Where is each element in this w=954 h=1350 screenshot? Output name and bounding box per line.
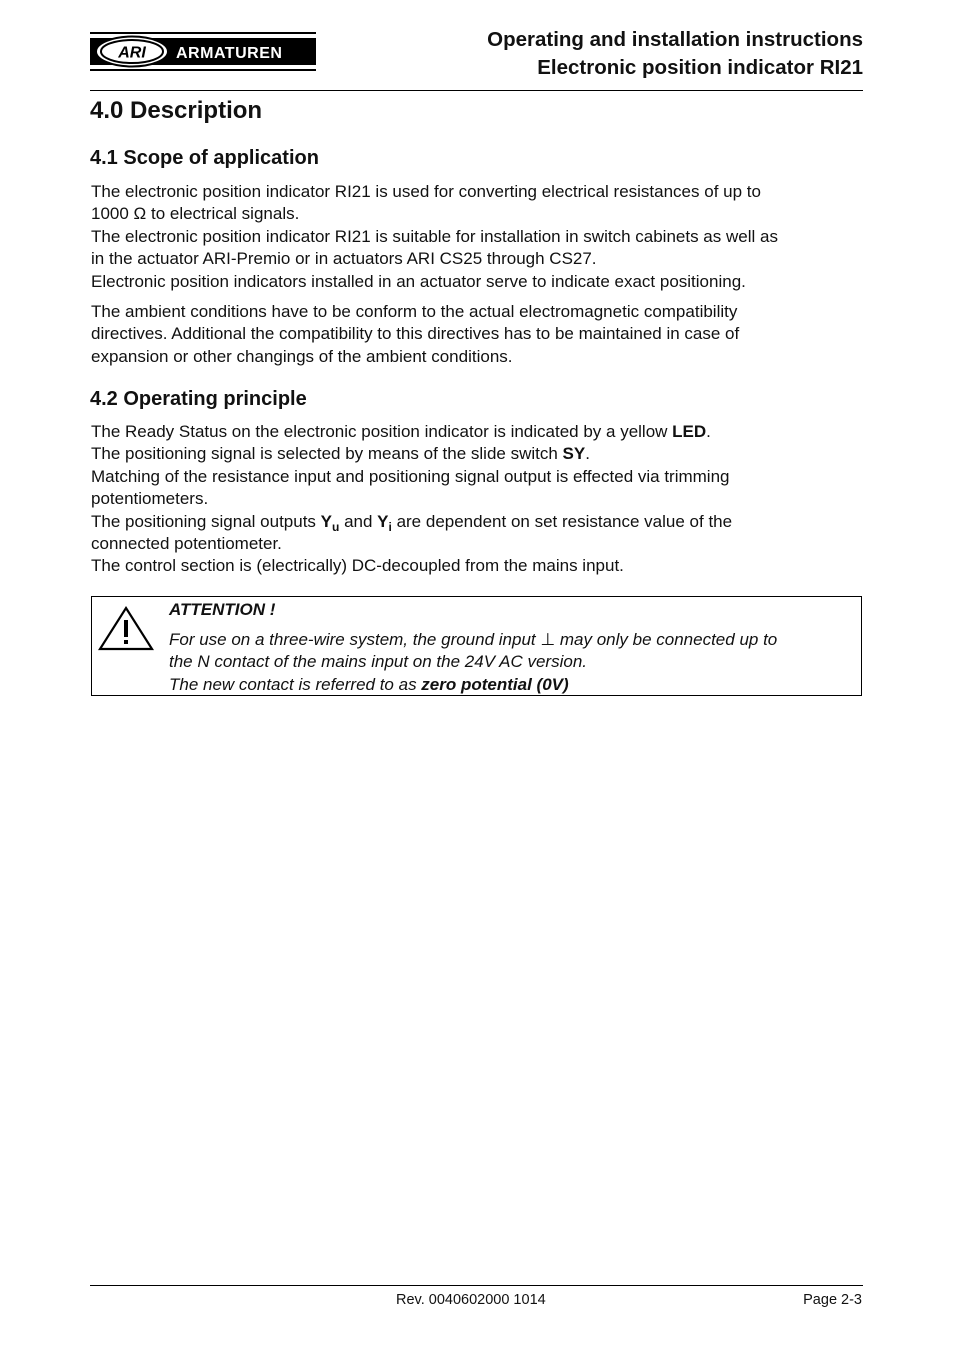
footer-divider xyxy=(90,1285,863,1286)
warning-triangle-icon xyxy=(97,605,155,653)
text-line: potentiometers. xyxy=(91,489,209,509)
text-line: The electronic position indicator RI21 is suitable for installation in switch cabinets as well as xyxy=(91,226,778,246)
text-line: The positioning signal outputs $Y_u$ and $Y_i$ are dependent on set resistance value of the xyxy=(91,511,733,534)
text-line: The Ready Status on the electronic position indicator is indicated by a yellow LED. xyxy=(91,422,711,441)
principle-paragraph xyxy=(91,421,866,578)
text-line: connected potentiometer. xyxy=(91,534,282,554)
text-line: The positioning signal is selected by means of the slide switch SY. xyxy=(91,444,590,464)
page-number: Page 2-3 xyxy=(803,1292,862,1308)
text-line: the N contact of the mains input on the 24V AC version. xyxy=(169,652,587,672)
sy-term: SY xyxy=(562,444,586,464)
text-line: The ambient conditions have to be conform to the actual electromagnetic compatibility xyxy=(91,302,738,321)
revision-number: Rev. 0040602000 1014 xyxy=(396,1292,546,1308)
text-line: directives. Additional the compatibility to this directives has to be maintained in case of xyxy=(91,324,740,344)
yi-term: $Y_i$ xyxy=(377,511,392,534)
document-title xyxy=(487,26,863,82)
svg-text:ARMATUREN: ARMATUREN xyxy=(176,45,283,62)
text-line: expansion or other changings of the ambient conditions. xyxy=(91,346,513,366)
scope-paragraph-2 xyxy=(91,301,866,368)
text-line: For use on a three-wire system, the ground input ⊥ may only be connected up to xyxy=(169,629,778,649)
subsection-heading-scope: 4.1 Scope of application xyxy=(90,147,319,169)
document-title-line-1: Operating and installation instructions xyxy=(487,28,863,51)
text-line: The control section is (electrically) DC-decoupled from the mains input. xyxy=(91,556,624,576)
ari-armaturen-logo xyxy=(90,32,316,71)
subsection-heading-principle: 4.2 Operating principle xyxy=(90,388,307,410)
attention-box xyxy=(91,596,862,696)
attention-title: ATTENTION ! xyxy=(169,600,276,619)
text-line: Electronic position indicators installed in an actuator serve to indicate exact positioning. xyxy=(91,271,746,291)
yu-term: $Y_u$ xyxy=(320,511,340,534)
zero-potential-term: zero potential (0V) xyxy=(421,674,569,694)
svg-text:ARI: ARI xyxy=(118,44,146,62)
document-title-line-2: Electronic position indicator RI21 xyxy=(537,56,863,79)
text-line: Matching of the resistance input and positioning signal output is effected via trimming xyxy=(91,466,730,486)
text-line: 1000 Ω to electrical signals. xyxy=(91,204,300,224)
led-term: LED xyxy=(672,422,707,441)
attention-text xyxy=(169,599,855,696)
text-line: The electronic position indicator RI21 is used for converting electrical resistances of up to xyxy=(91,182,761,201)
section-heading: 4.0 Description xyxy=(90,97,263,124)
header-divider xyxy=(90,90,863,91)
text-line: The new contact is referred to as zero potential (0V) xyxy=(169,674,569,694)
scope-paragraph-1 xyxy=(91,181,866,293)
text-line: in the actuator ARI-Premio or in actuators ARI CS25 through CS27. xyxy=(91,249,597,269)
